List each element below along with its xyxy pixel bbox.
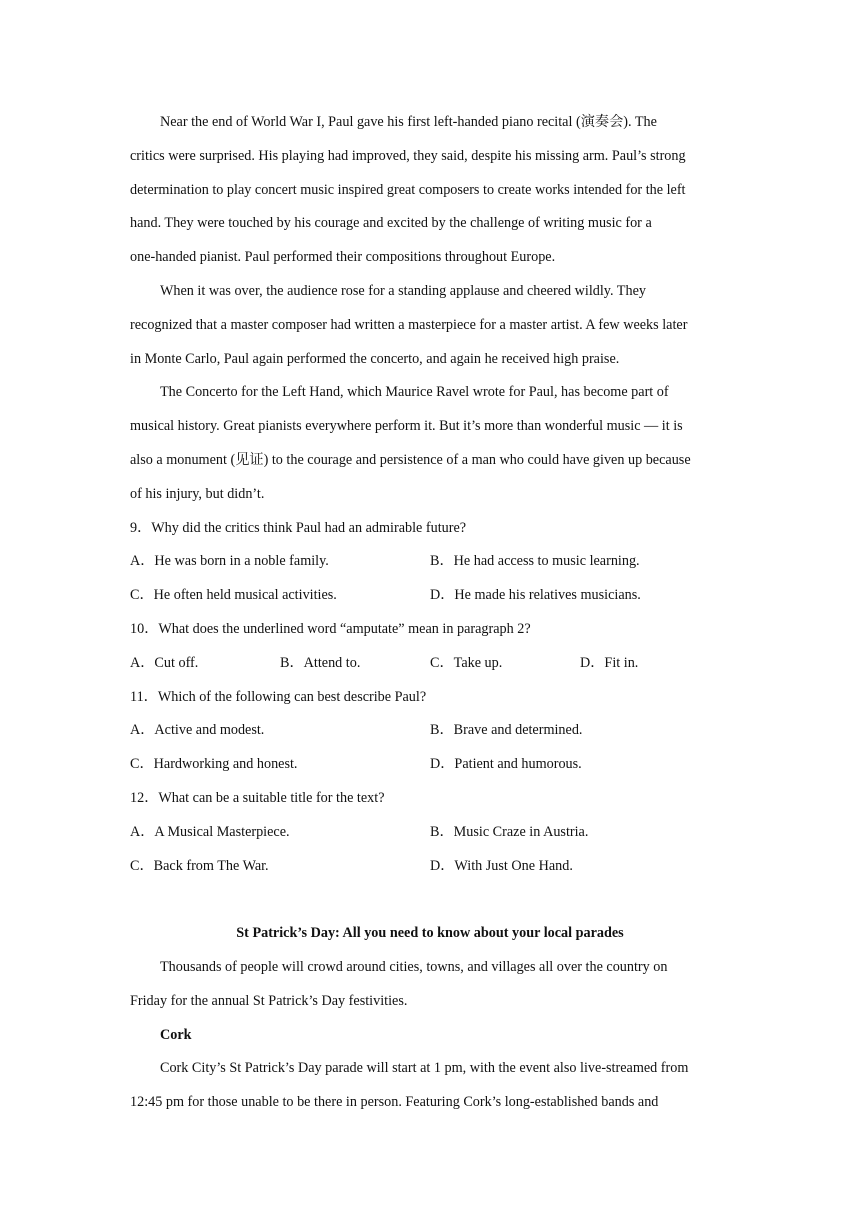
option-c: C．Back from The War. <box>130 857 269 874</box>
option-c: C．Hardworking and honest. <box>130 756 298 773</box>
option-b: B．Brave and determined. <box>430 722 583 739</box>
option-a: A．A Musical Masterpiece. <box>130 823 290 840</box>
option-d: D．He made his relatives musicians. <box>430 587 641 604</box>
text-line: of his injury, but didn’t. <box>130 485 265 502</box>
passage-paragraph-3 <box>130 376 730 511</box>
passage-paragraph-2 <box>130 275 730 376</box>
document-page <box>130 106 730 1120</box>
option-b: B．Attend to. <box>280 654 361 671</box>
text-line: Thousands of people will crowd around cities, towns, and villages all over the country on <box>160 958 668 975</box>
options-row <box>130 850 730 884</box>
question-stem: 11．Which of the following can best describe Paul? <box>130 688 427 705</box>
option-c: C．He often held musical activities. <box>130 587 337 604</box>
text-line: recognized that a master composer had written a masterpiece for a master artist. A few weeks later <box>130 316 688 333</box>
option-d: D．Patient and humorous. <box>430 756 582 773</box>
text-line: determination to play concert music inspired great composers to create works intended for the left <box>130 181 686 198</box>
text-line: Near the end of World War I, Paul gave his first left-handed piano recital (演奏会). The <box>160 114 657 130</box>
question-stem: 10．What does the underlined word “amputate” mean in paragraph 2? <box>130 620 531 637</box>
option-c: C．Take up. <box>430 654 503 671</box>
article-title: St Patrick’s Day: All you need to know about your local parades <box>236 925 624 942</box>
question-11 <box>130 681 730 782</box>
options-row <box>130 748 730 782</box>
text-line: Cork City’s St Patrick’s Day parade will start at 1 pm, with the event also live-streamed from <box>160 1060 689 1077</box>
question-12 <box>130 782 730 883</box>
text-line: also a monument (见证) to the courage and persistence of a man who could have given up because <box>130 451 691 468</box>
section-heading: Cork <box>160 1026 192 1043</box>
text-line: 12:45 pm for those unable to be there in person. Featuring Cork’s long-established bands and <box>130 1094 659 1111</box>
options-row <box>130 714 730 748</box>
question-10 <box>130 613 730 681</box>
option-a: A．Active and modest. <box>130 722 265 739</box>
option-d: D．With Just One Hand. <box>430 857 573 874</box>
text-line: musical history. Great pianists everywhere perform it. But it’s more than wonderful music — it is <box>130 418 683 435</box>
text-line: in Monte Carlo, Paul again performed the concerto, and again he received high praise. <box>130 350 620 367</box>
options-row <box>130 647 730 681</box>
option-b: B．He had access to music learning. <box>430 553 640 570</box>
text-line: critics were surprised. His playing had improved, they said, despite his missing arm. Paul’s strong <box>130 147 686 164</box>
options-row <box>130 545 730 579</box>
question-stem: 9．Why did the critics think Paul had an admirable future? <box>130 519 467 536</box>
text-line: The Concerto for the Left Hand, which Maurice Ravel wrote for Paul, has become part of <box>160 384 669 401</box>
section-gap <box>130 883 730 917</box>
text-line: one-handed pianist. Paul performed their compositions throughout Europe. <box>130 249 556 266</box>
text-line: Friday for the annual St Patrick’s Day festivities. <box>130 992 408 1009</box>
option-d: D．Fit in. <box>580 654 639 671</box>
option-a: A．He was born in a noble family. <box>130 553 329 570</box>
question-stem: 12．What can be a suitable title for the text? <box>130 789 385 806</box>
article-2 <box>130 917 730 1120</box>
text-line: When it was over, the audience rose for a standing applause and cheered wildly. They <box>160 282 646 299</box>
text-line: hand. They were touched by his courage and excited by the challenge of writing music for a <box>130 215 652 232</box>
options-row <box>130 816 730 850</box>
option-b: B．Music Craze in Austria. <box>430 823 589 840</box>
option-a: A．Cut off. <box>130 654 199 671</box>
question-9 <box>130 512 730 613</box>
options-row <box>130 579 730 613</box>
passage-paragraph-1 <box>130 106 730 275</box>
